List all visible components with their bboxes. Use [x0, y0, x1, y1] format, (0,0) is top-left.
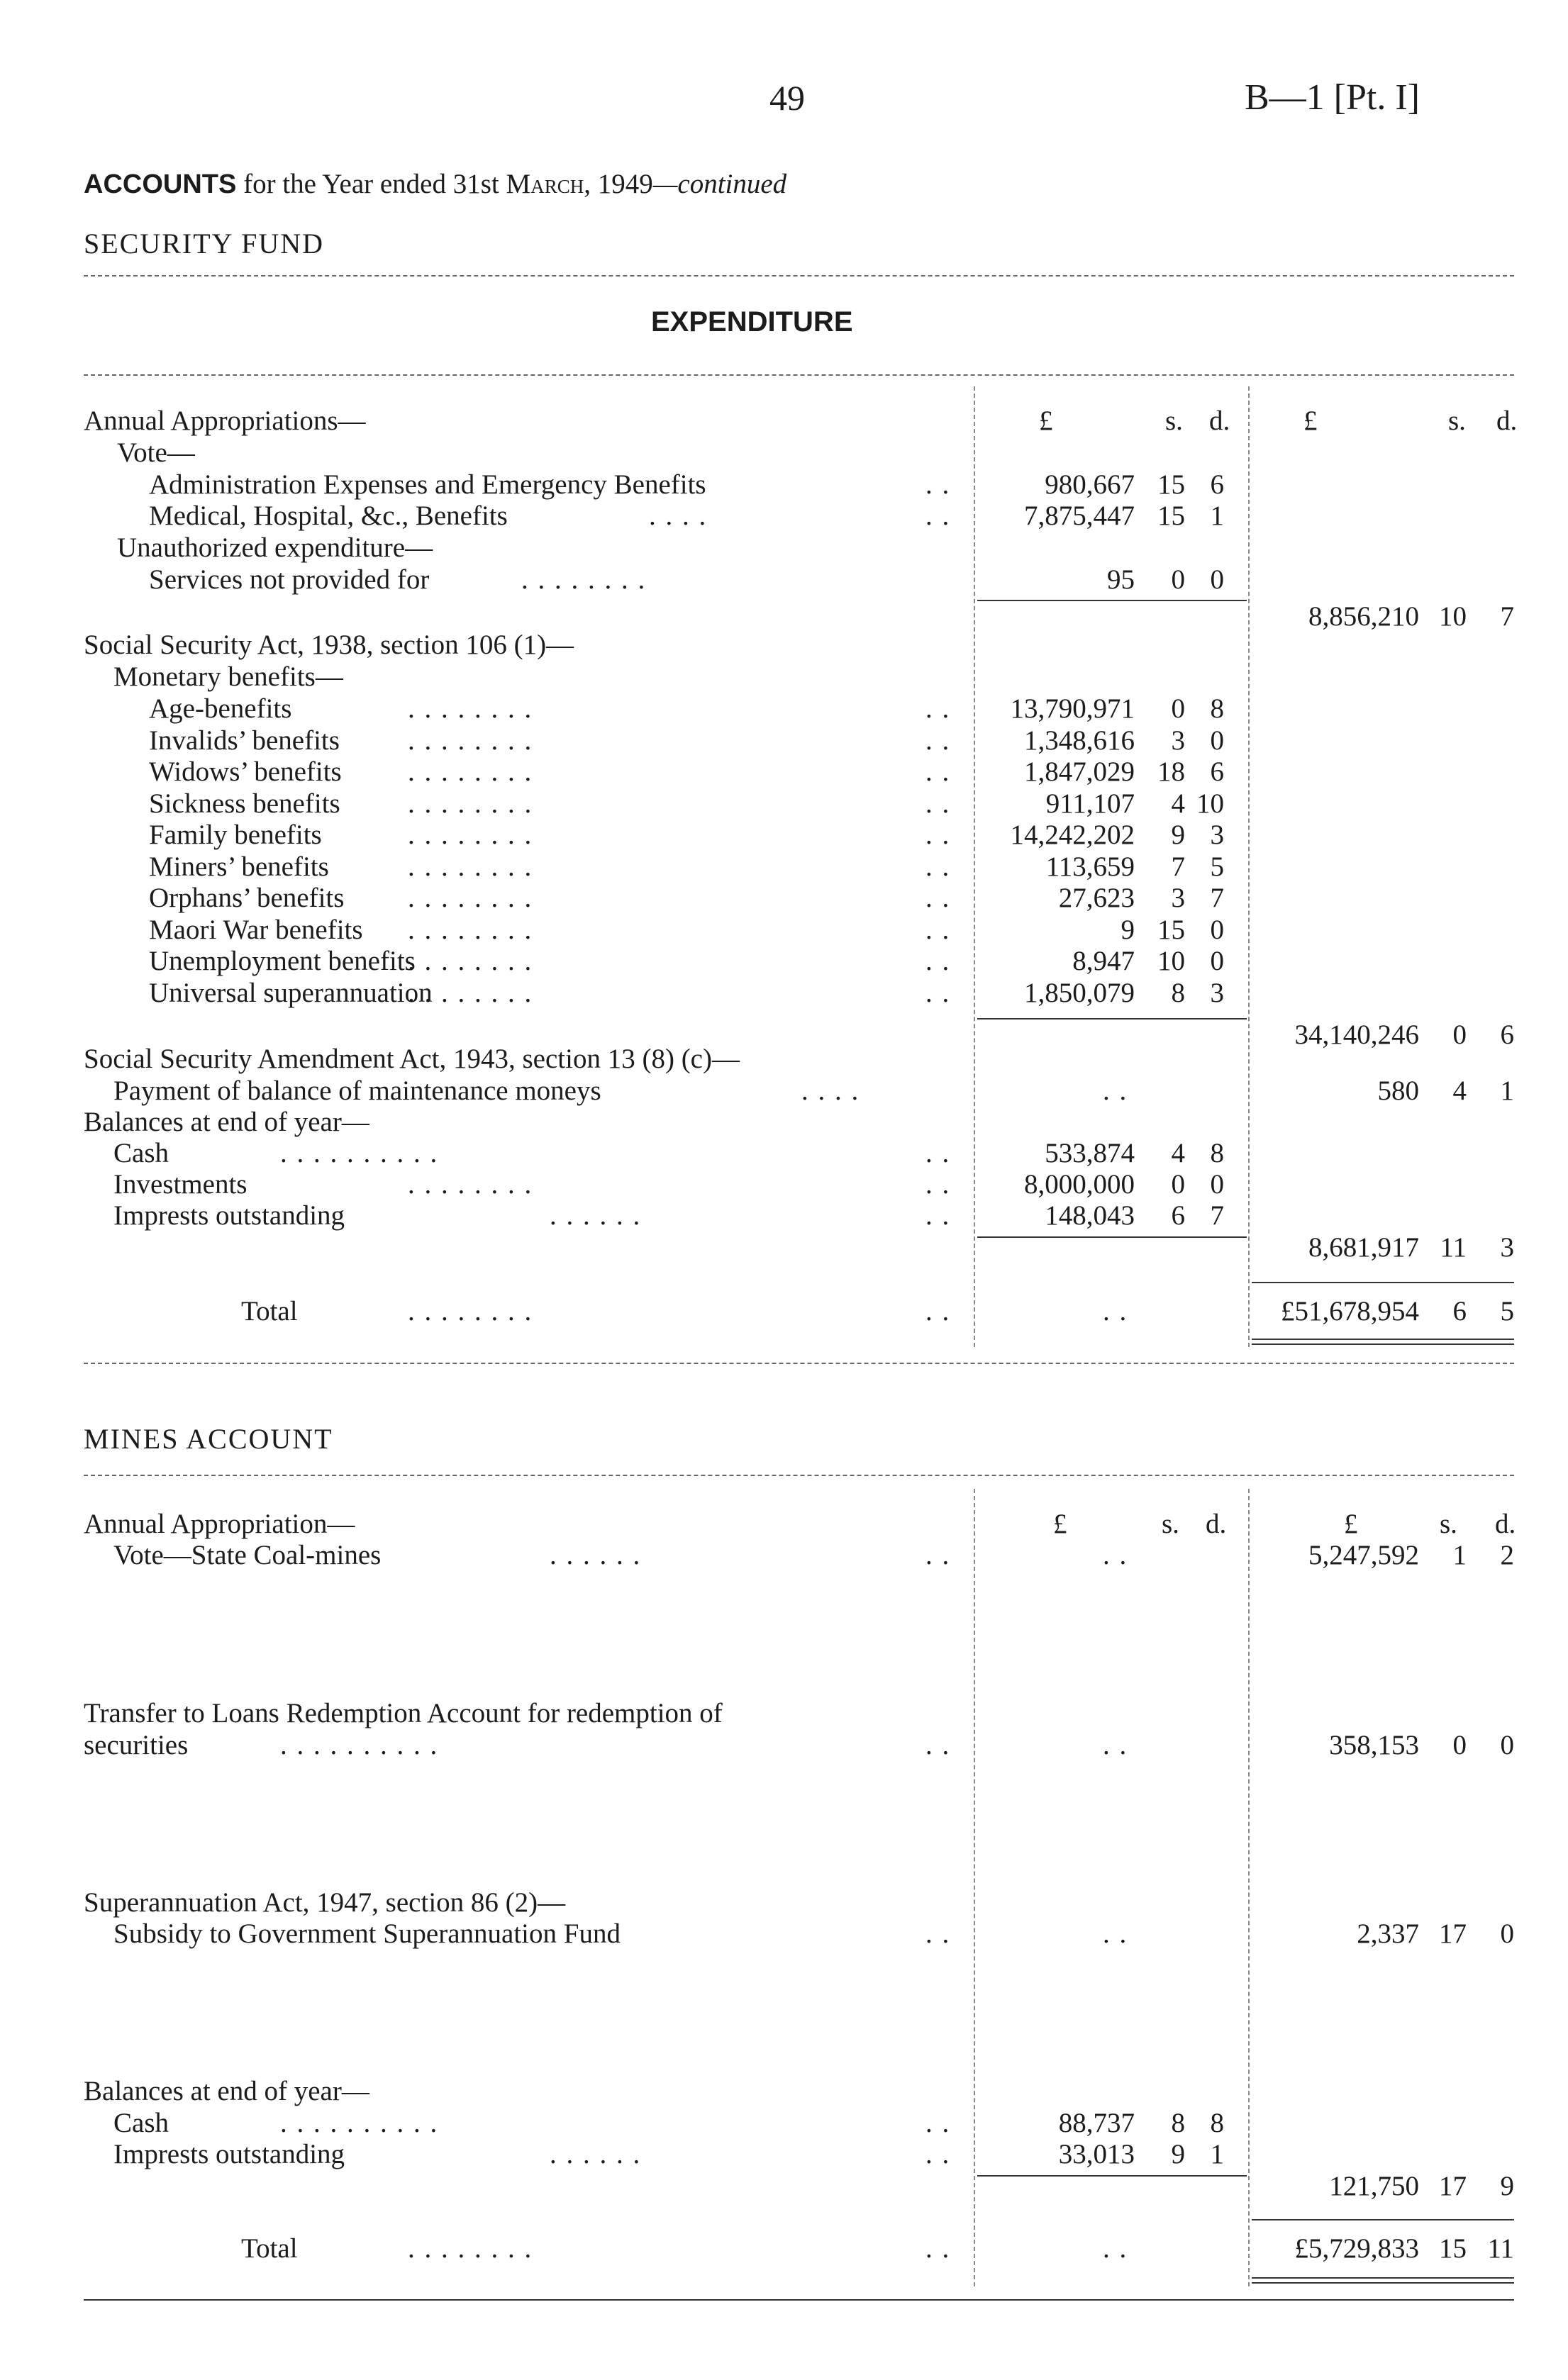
benefit-pence: 0: [1210, 725, 1224, 756]
total-rule: [1252, 1282, 1514, 1283]
subsidy-pence: 0: [1500, 1918, 1514, 1949]
benefit-pence: 0: [1210, 915, 1224, 945]
leader-dots: . . . . . .: [550, 1200, 642, 1231]
leader-dots: . . . . . . . .: [521, 564, 647, 595]
leader-dots: . . . . . .: [550, 1540, 642, 1570]
benefit-shillings: 7: [1171, 851, 1185, 882]
shilling-header: s.: [1440, 1509, 1457, 1539]
leader-dots: . .: [925, 2108, 951, 2138]
mines-balances-total-shillings: 17: [1439, 2171, 1467, 2201]
maintenance-pounds: 580: [1377, 1076, 1419, 1106]
services-pence: 0: [1210, 564, 1224, 595]
leader-dots: . . . . . . . . . .: [280, 2108, 439, 2138]
benefit-pounds: 13,790,971: [1010, 693, 1135, 724]
leader-dots: . .: [1103, 1076, 1128, 1106]
transfer-pounds: 358,153: [1329, 1730, 1419, 1760]
imprests-shillings: 6: [1171, 1200, 1185, 1231]
benefit-label: Sickness benefits: [149, 788, 340, 819]
benefit-pounds: 9: [1121, 915, 1135, 945]
cash-label: Cash: [113, 1138, 169, 1168]
monetary-benefits-label: Monetary benefits—: [113, 661, 343, 692]
leader-dots: . . . . . . . .: [408, 820, 533, 850]
page-number: 49: [769, 78, 805, 118]
leader-dots: . . . . . .: [550, 2139, 642, 2169]
subsidy-label: Subsidy to Government Superannuation Fund: [113, 1918, 621, 1949]
leader-dots: . .: [1103, 1296, 1128, 1326]
benefit-label: Unemployment benefits: [149, 946, 416, 976]
admin-pounds: 980,667: [1045, 469, 1135, 500]
leader-dots: . .: [925, 725, 951, 756]
mines-grand-total-pence: 11: [1487, 2233, 1514, 2264]
benefit-pence: 0: [1210, 946, 1224, 976]
imprests-pence: 7: [1210, 1200, 1224, 1231]
grand-total-pence: 5: [1500, 1296, 1514, 1326]
subtotal-rule: [977, 1018, 1247, 1019]
state-coal-mines-label: Vote—State Coal-mines: [113, 1540, 382, 1570]
maintenance-shillings: 4: [1452, 1076, 1467, 1106]
leader-dots: . .: [925, 820, 951, 850]
leader-dots: . .: [925, 469, 951, 500]
title-year: , 1949: [584, 169, 653, 199]
shilling-header: s.: [1162, 1509, 1179, 1539]
benefit-shillings: 18: [1157, 756, 1185, 787]
divider: [84, 1475, 1514, 1476]
maintenance-moneys-label: Payment of balance of maintenance moneys: [113, 1076, 601, 1106]
subsidy-pounds: 2,337: [1357, 1918, 1419, 1949]
security-fund-title: SECURITY FUND: [84, 228, 324, 259]
leader-dots: . .: [925, 883, 951, 913]
benefit-shillings: 3: [1171, 725, 1185, 756]
benefit-shillings: 4: [1171, 788, 1185, 819]
investments-shillings: 0: [1171, 1169, 1185, 1200]
ssa-total-pence: 6: [1500, 1019, 1514, 1050]
transfer-pence: 0: [1500, 1730, 1514, 1760]
ssa-total-pounds: 34,140,246: [1294, 1019, 1419, 1050]
mines-annual-label: Annual Appropriation—: [84, 1509, 355, 1539]
pence-header: d.: [1206, 1509, 1227, 1539]
benefit-label: Widows’ benefits: [149, 756, 342, 787]
benefit-label: Miners’ benefits: [149, 851, 329, 882]
page-title: [84, 169, 786, 200]
mines-cash-pounds: 88,737: [1058, 2108, 1135, 2138]
column-separator: [974, 386, 975, 1347]
leader-dots: . . . . . . . . . .: [280, 1730, 439, 1760]
benefit-label: Universal superannuation: [149, 978, 433, 1008]
ssa-total-shillings: 0: [1452, 1019, 1467, 1050]
leader-dots: . .: [925, 1200, 951, 1231]
title-continued: —continued: [652, 169, 787, 199]
medical-benefits-label: Medical, Hospital, &c., Benefits: [149, 501, 508, 531]
leader-dots: . .: [1103, 1730, 1128, 1760]
benefit-pence: 5: [1210, 851, 1224, 882]
divider: [84, 374, 1514, 376]
benefit-pounds: 1,847,029: [1024, 756, 1135, 787]
pound-header: £: [1344, 1509, 1358, 1539]
benefit-pounds: 8,947: [1072, 946, 1135, 976]
leader-dots: . . . . . . . .: [408, 756, 533, 787]
leader-dots: . . . .: [801, 1076, 860, 1106]
leader-dots: . . . . . . . .: [408, 788, 533, 819]
subtotal-rule: [977, 1236, 1247, 1238]
services-pounds: 95: [1107, 564, 1135, 595]
benefit-pence: 3: [1210, 978, 1224, 1008]
leader-dots: . .: [925, 1169, 951, 1200]
securities-label: securities: [84, 1730, 189, 1760]
column-separator: [1248, 1489, 1250, 2286]
series-reference: B—1 [Pt. I]: [1245, 77, 1420, 118]
benefit-shillings: 10: [1157, 946, 1185, 976]
benefit-label: Maori War benefits: [149, 915, 363, 945]
divider: [84, 1363, 1514, 1364]
shilling-header: s.: [1448, 406, 1466, 436]
grand-total-pounds: £51,678,954: [1281, 1296, 1419, 1326]
benefit-pounds: 113,659: [1045, 851, 1135, 882]
ssa-1938-label: Social Security Act, 1938, section 106 (1)—: [84, 630, 574, 660]
total-double-rule: [1252, 1343, 1514, 1345]
benefit-pounds: 1,850,079: [1024, 978, 1135, 1008]
benefit-pounds: 14,242,202: [1010, 820, 1135, 850]
mines-imprests-shillings: 9: [1171, 2139, 1185, 2169]
leader-dots: . .: [925, 2139, 951, 2169]
mines-total-label: Total: [241, 2233, 298, 2264]
annual-total-pounds: 8,856,210: [1308, 601, 1419, 632]
benefit-label: Orphans’ benefits: [149, 883, 345, 913]
leader-dots: . .: [925, 1918, 951, 1949]
leader-dots: . .: [925, 501, 951, 531]
mines-imprests-pence: 1: [1210, 2139, 1224, 2169]
leader-dots: . .: [925, 1730, 951, 1760]
investments-label: Investments: [113, 1169, 248, 1200]
coal-mines-shillings: 1: [1452, 1540, 1467, 1570]
coal-mines-pounds: 5,247,592: [1308, 1540, 1419, 1570]
leader-dots: . . . . . . . .: [408, 915, 533, 945]
benefit-shillings: 3: [1171, 883, 1185, 913]
leader-dots: . . . . . . . .: [408, 725, 533, 756]
mines-grand-total-pounds: £5,729,833: [1294, 2233, 1419, 2264]
pound-header: £: [1303, 406, 1318, 436]
mines-account-title: MINES ACCOUNT: [84, 1423, 333, 1455]
leader-dots: . . . . . . . .: [408, 2233, 533, 2264]
leader-dots: . . . . . . . .: [408, 1169, 533, 1200]
leader-dots: . .: [1103, 2233, 1128, 2264]
mines-imprests-label: Imprests outstanding: [113, 2139, 345, 2169]
benefit-pence: 8: [1210, 693, 1224, 724]
leader-dots: . . . . . . . .: [408, 883, 533, 913]
cash-pounds: 533,874: [1045, 1138, 1135, 1168]
pence-header: d.: [1496, 406, 1518, 436]
leader-dots: . .: [1103, 1918, 1128, 1949]
services-not-provided-label: Services not provided for: [149, 564, 430, 595]
benefit-shillings: 8: [1171, 978, 1185, 1008]
total-label: Total: [241, 1296, 298, 1326]
total-double-rule: [1252, 2282, 1514, 2284]
investments-pence: 0: [1210, 1169, 1224, 1200]
benefit-label: Invalids’ benefits: [149, 725, 340, 756]
mines-cash-pence: 8: [1210, 2108, 1224, 2138]
unauthorized-expenditure-label: Unauthorized expenditure—: [117, 532, 433, 563]
subtotal-rule: [977, 600, 1247, 601]
grand-total-shillings: 6: [1452, 1296, 1467, 1326]
benefit-pence: 6: [1210, 756, 1224, 787]
balances-total-pounds: 8,681,917: [1308, 1232, 1419, 1263]
benefit-shillings: 9: [1171, 820, 1185, 850]
ssa-amendment-label: Social Security Amendment Act, 1943, section 13 (8) (c)—: [84, 1044, 740, 1074]
annual-total-pence: 7: [1500, 601, 1514, 632]
leader-dots: . . . . . . . .: [408, 1296, 533, 1326]
benefit-shillings: 0: [1171, 693, 1185, 724]
title-bold: ACCOUNTS: [84, 169, 237, 199]
balances-total-pence: 3: [1500, 1232, 1514, 1263]
services-shillings: 0: [1171, 564, 1185, 595]
total-rule: [1252, 2219, 1514, 2220]
leader-dots: . .: [925, 1138, 951, 1168]
shilling-header: s.: [1165, 406, 1183, 436]
maintenance-pence: 1: [1500, 1076, 1514, 1106]
leader-dots: . .: [925, 2233, 951, 2264]
leader-dots: . . . . . . . .: [408, 693, 533, 724]
column-separator: [974, 1489, 975, 2286]
pound-header: £: [1039, 406, 1053, 436]
pound-header: £: [1053, 1509, 1067, 1539]
benefit-shillings: 15: [1157, 915, 1185, 945]
subtotal-rule: [977, 2175, 1247, 2177]
leader-dots: . .: [925, 1296, 951, 1326]
divider: [84, 275, 1514, 276]
leader-dots: . .: [925, 915, 951, 945]
leader-dots: . .: [925, 788, 951, 819]
leader-dots: . . . . . . . .: [408, 851, 533, 882]
leader-dots: . .: [925, 946, 951, 976]
leader-dots: . .: [925, 851, 951, 882]
coal-mines-pence: 2: [1500, 1540, 1514, 1570]
investments-pounds: 8,000,000: [1024, 1169, 1135, 1200]
leader-dots: . . . . . . . . . .: [280, 1138, 439, 1168]
mines-balances-label: Balances at end of year—: [84, 2076, 369, 2106]
admin-pence: 6: [1210, 469, 1224, 500]
benefit-pence: 7: [1210, 883, 1224, 913]
medical-pence: 1: [1210, 501, 1224, 531]
vote-label: Vote—: [117, 437, 195, 468]
annual-appropriations-label: Annual Appropriations—: [84, 406, 366, 436]
benefit-pounds: 1,348,616: [1024, 725, 1135, 756]
annual-total-shillings: 10: [1439, 601, 1467, 632]
leader-dots: . . . . . . . .: [408, 978, 533, 1008]
benefit-label: Age-benefits: [149, 693, 292, 724]
medical-shillings: 15: [1157, 501, 1185, 531]
imprests-pounds: 148,043: [1045, 1200, 1135, 1231]
mines-cash-shillings: 8: [1171, 2108, 1185, 2138]
benefit-label: Family benefits: [149, 820, 322, 850]
mines-imprests-pounds: 33,013: [1058, 2139, 1135, 2169]
transfer-label: Transfer to Loans Redemption Account for redemption of: [84, 1698, 723, 1728]
leader-dots: . .: [925, 978, 951, 1008]
total-double-rule: [1252, 1339, 1514, 1340]
admin-shillings: 15: [1157, 469, 1185, 500]
benefit-pence: 10: [1196, 788, 1224, 819]
subsidy-shillings: 17: [1439, 1918, 1467, 1949]
cash-shillings: 4: [1171, 1138, 1185, 1168]
leader-dots: . .: [925, 1540, 951, 1570]
column-separator: [1248, 386, 1250, 1347]
pence-header: d.: [1495, 1509, 1516, 1539]
leader-dots: . .: [1103, 1540, 1128, 1570]
mines-cash-label: Cash: [113, 2108, 169, 2138]
mines-balances-total-pence: 9: [1500, 2171, 1514, 2201]
pence-header: d.: [1209, 406, 1230, 436]
mines-balances-total-pounds: 121,750: [1329, 2171, 1419, 2201]
title-month: March: [506, 169, 584, 199]
leader-dots: . . . . . . . .: [408, 946, 533, 976]
title-text: for the Year ended 31st: [236, 169, 506, 199]
benefit-pounds: 27,623: [1058, 883, 1135, 913]
leader-dots: . .: [925, 756, 951, 787]
mines-grand-total-shillings: 15: [1439, 2233, 1467, 2264]
transfer-shillings: 0: [1452, 1730, 1467, 1760]
medical-pounds: 7,875,447: [1024, 501, 1135, 531]
total-double-rule: [1252, 2277, 1514, 2279]
balances-total-shillings: 11: [1440, 1232, 1467, 1263]
leader-dots: . .: [925, 693, 951, 724]
leader-dots: . . . .: [649, 501, 708, 531]
benefit-pounds: 911,107: [1045, 788, 1135, 819]
imprests-label: Imprests outstanding: [113, 1200, 345, 1231]
bottom-rule: [84, 2299, 1514, 2301]
balances-label: Balances at end of year—: [84, 1107, 369, 1137]
admin-expenses-label: Administration Expenses and Emergency Benefits: [149, 469, 706, 500]
superannuation-act-label: Superannuation Act, 1947, section 86 (2)—: [84, 1887, 566, 1918]
cash-pence: 8: [1210, 1138, 1224, 1168]
benefit-pence: 3: [1210, 820, 1224, 850]
expenditure-heading: EXPENDITURE: [651, 306, 853, 337]
